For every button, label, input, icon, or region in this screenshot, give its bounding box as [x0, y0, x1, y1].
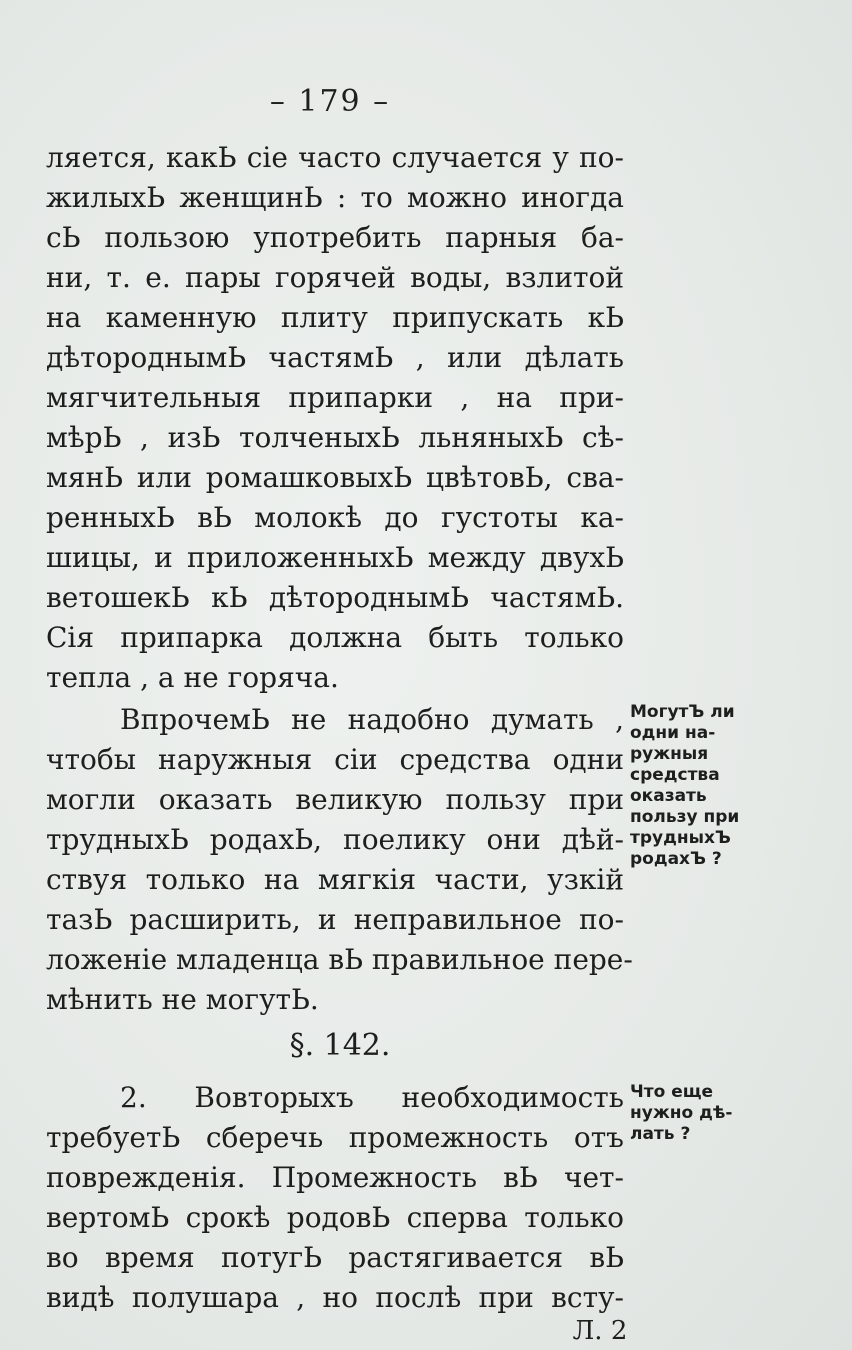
margin-note-line: родахЪ ? — [630, 849, 722, 869]
margin-note-line: Что еще — [630, 1082, 714, 1102]
text-line: требуетЬ сберечь промежность отъ — [46, 1121, 624, 1154]
margin-note-line: лать ? — [630, 1124, 691, 1144]
margin-note-line: пользу при — [630, 807, 740, 827]
text-line: видѣ полушара , но послѣ при всту- — [46, 1281, 624, 1314]
section-heading: §. 142. — [289, 1028, 391, 1063]
signature-mark: Л. 2 — [572, 1316, 628, 1346]
text-line: чтобы наружныя сіи средства одни — [46, 743, 624, 776]
margin-note-line: одни на- — [630, 723, 716, 743]
text-line: поврежденія. Промежность вЬ чет- — [46, 1161, 624, 1194]
text-line: вертомЬ срокѣ родовЬ сперва только — [46, 1201, 624, 1234]
text-line: ренныхЬ вЬ молокѣ до густоты ка- — [46, 501, 624, 534]
text-line: жилыхЬ женщинЬ : то можно иногда — [46, 181, 624, 214]
text-line: Сія припарка должна быть только — [46, 621, 624, 654]
text-line: мянЬ или ромашковыхЬ цвѣтовЬ, сва- — [46, 461, 624, 494]
text-line: мѣрЬ , изЬ толченыхЬ льняныхЬ сѣ- — [46, 421, 624, 454]
text-line: на каменную плиту припускать кЬ — [46, 301, 624, 334]
text-line: во время потугЬ растягивается вЬ — [46, 1241, 624, 1274]
text-line: мѣнить не могутЬ. — [46, 983, 319, 1016]
margin-note-line: МогутЪ ли — [630, 702, 735, 722]
text-line: трудныхЬ родахЬ, поелику они дѣй- — [46, 823, 624, 856]
text-line: дѣтороднымЬ частямЬ , или дѣлать — [46, 341, 624, 374]
text-line: ВпрочемЬ не надобно думать , — [120, 703, 624, 736]
text-line: сЬ пользою употребить парныя ба- — [46, 221, 624, 254]
page-number: – 179 – — [269, 84, 391, 119]
margin-note-line: трудныхЪ — [630, 828, 731, 848]
margin-note-line: средства — [630, 765, 720, 785]
text-line: шицы, и приложенныхЬ между двухЬ — [46, 541, 624, 574]
text-line: ляется, какЬ сіе часто случается у по- — [46, 141, 624, 174]
text-line: ветошекЬ кЬ дѣтороднымЬ частямЬ. — [46, 581, 624, 614]
text-line: тазЬ расширить, и неправильное по- — [46, 903, 624, 936]
text-line: мягчительныя припарки , на при- — [46, 381, 624, 414]
text-line: ложеніе младенца вЬ правильное пере- — [46, 943, 633, 976]
text-line: ни, т. е. пары горячей воды, взлитой — [46, 261, 624, 294]
text-line: тепла , а не горяча. — [46, 661, 339, 694]
margin-note-line: нужно дѣ- — [630, 1103, 733, 1123]
margin-note-line: оказать — [630, 786, 707, 806]
text-line: могли оказать великую пользу при — [46, 783, 624, 816]
margin-note-line: ружныя — [630, 744, 709, 764]
text-line: 2. Вовторыхъ необходимость — [120, 1081, 624, 1114]
text-line: ствуя только на мягкія части, узкій — [46, 863, 624, 896]
